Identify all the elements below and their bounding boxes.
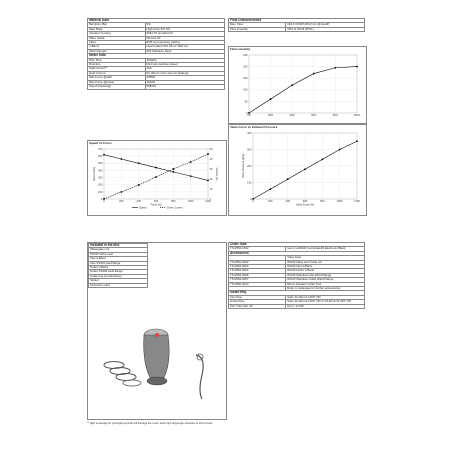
y-tick-label: 200	[243, 65, 248, 69]
accessory-value: WG40 Stainless Inlet Weld Flange	[286, 273, 365, 277]
data-point	[172, 171, 174, 173]
x-tick-label: 400	[136, 200, 141, 204]
data-point	[103, 154, 105, 156]
material-label: Valve Guide	[88, 36, 146, 40]
data-point	[121, 191, 123, 193]
y2-axis-label: Current (A)	[215, 167, 218, 181]
data-point	[207, 180, 209, 182]
data-point	[252, 198, 254, 200]
motor-row	[88, 85, 225, 89]
x-tick-label: 200	[119, 200, 124, 204]
y2-tick-label: 20	[209, 177, 213, 181]
accessory-label: TS-0550-3013	[229, 282, 286, 286]
footnote: ** High amperage for prolonged periods will damage the motor, keep high amperage operation to short bursts.	[87, 422, 214, 425]
y2-tick-label: 10	[209, 187, 213, 191]
motor-label: Hold Current	[88, 71, 146, 75]
install-value: Suits 42.16mm/1.660" OD	[286, 295, 365, 299]
install-value: Suits 42.16mm/1.660" OD or 33.40mm/1.315" OD	[286, 300, 365, 304]
y-tick-label: 0	[246, 111, 248, 115]
install-label: Port Tube Min. ID	[229, 304, 286, 308]
material-value: EV8 w/ proprietary plating	[145, 41, 224, 45]
material-value: Heat treated 431 SS w/ 18-8 nut	[145, 45, 224, 49]
data-point	[356, 66, 358, 68]
order-label: TS-0552-1502	[229, 247, 286, 251]
accessory-label: TS-0552-3006	[229, 273, 286, 277]
material-label: Actuator housing	[88, 32, 146, 36]
y-tick-label: 50	[244, 100, 248, 104]
box-item-label: Collar tool (mortar/slave)	[89, 274, 148, 278]
data-point	[138, 162, 140, 164]
motor-value: Red wire positive closed	[145, 63, 224, 67]
box-item	[89, 283, 148, 287]
motor-label: Stall Current**	[88, 67, 146, 71]
box-item-label: Inlet SS304 weld flange	[89, 261, 148, 265]
x-axis-label: Valve Force (N)	[296, 203, 314, 207]
y-tick-label: 300	[98, 176, 103, 180]
flow-label: Max. Flow	[229, 23, 286, 27]
y-tick-label: 400	[247, 131, 252, 135]
accessory-label: TS-0552-3002	[229, 260, 286, 264]
box-header: Included in the Box	[89, 244, 148, 248]
data-point	[155, 167, 157, 169]
data-point	[155, 176, 157, 178]
material-value: 0%	[145, 23, 224, 27]
data-point	[313, 73, 315, 75]
data-point	[120, 158, 122, 160]
install-label: Inlet Pipe	[229, 295, 286, 299]
box-item-label: Wastegate unit	[89, 248, 148, 252]
flow-panel	[228, 18, 365, 32]
accessory-value: WG40 Valve and Guide set	[286, 260, 365, 264]
motor-value: 2042N	[145, 80, 224, 84]
data-point	[103, 198, 105, 200]
data-point	[321, 159, 323, 161]
x-tick-label: 800	[320, 200, 325, 204]
y-axis-label: Valve Pressure (kPa)	[242, 153, 245, 179]
v-band-clamps-image	[104, 362, 141, 387]
accessory-label: TS-0552-3003	[229, 265, 286, 269]
spec-sheet	[85, 16, 367, 434]
box-item-label: Sticker	[89, 279, 148, 283]
wastegate-body-image	[144, 329, 169, 385]
box-item-label: Inlet V-Band	[89, 257, 148, 261]
y-tick-label: 150	[243, 77, 248, 81]
x-tick-label: 600	[153, 200, 159, 204]
y2-tick-label: 30	[209, 167, 213, 171]
motor-value: 598%/s	[145, 85, 224, 89]
y2-tick-label: 0	[209, 197, 211, 201]
x-tick-label: 1000	[187, 200, 194, 204]
data-point	[291, 84, 293, 86]
motor-label: Max Force @stall	[88, 76, 146, 80]
y-tick-label: 0	[250, 197, 252, 201]
motor-label: Wire Size	[88, 58, 146, 62]
box-table	[88, 243, 148, 288]
x-tick-label: 1200	[354, 200, 360, 204]
x-axis-label: Force (N)	[150, 203, 162, 207]
data-point	[248, 112, 250, 114]
data-point	[335, 67, 337, 69]
y2-tick-label: 50	[209, 147, 213, 151]
order-header: Order Data	[229, 243, 365, 247]
y-tick-label: 100	[247, 181, 252, 185]
x-tick-label: 0	[103, 200, 105, 204]
install-row	[229, 304, 365, 308]
data-point	[138, 184, 140, 186]
material-value: Nitronic 60	[145, 36, 224, 40]
box-item-label: Outlet SS304 weld flange	[89, 270, 148, 274]
accessories-header: Accessories	[229, 251, 365, 255]
valve-force-title: Valve Force Vs Exhaust Pressure	[230, 125, 278, 129]
material-label: V-Band	[88, 45, 146, 49]
install-label: Outlet Pipe	[229, 300, 286, 304]
x-tick-label: 20%	[267, 114, 274, 118]
y-tick-label: 100	[243, 88, 248, 92]
box-item-label: Outlet V-Band	[89, 266, 148, 270]
install-value: 6mm / 0.236"	[286, 304, 365, 308]
accessory-label: TS-0552-3004	[229, 269, 286, 273]
order-panel	[228, 242, 365, 309]
box-panel	[87, 242, 227, 420]
accessory-label: TS-0552-3007	[229, 278, 286, 282]
x-tick-label: 400	[285, 200, 290, 204]
motor-label: Direction	[88, 63, 146, 67]
y-tick-label: 600	[98, 155, 103, 159]
material-value: High temp 347 SS	[145, 27, 224, 31]
material-label: Valve	[88, 41, 146, 45]
flow-header: Flow Characteristics	[229, 19, 365, 23]
motor-value: 16AWG	[145, 58, 224, 62]
y-tick-label: 400	[98, 169, 103, 173]
material-label: Weld Flanges	[88, 49, 146, 53]
accessory-value: WG40 Inlet V-Band	[286, 265, 365, 269]
flow-linearity-chart-panel	[228, 46, 367, 124]
x-tick-label: 800	[171, 200, 176, 204]
order-table	[228, 242, 365, 309]
material-motor-panel	[87, 18, 225, 90]
material-label: Main Body	[88, 27, 146, 31]
collar-tool-image	[196, 354, 203, 399]
flow-label: Flow Linearity	[229, 27, 286, 31]
y-tick-label: 300	[247, 148, 252, 152]
flow-value: 18% of full lift (87SL)	[286, 27, 365, 31]
x-tick-label: 40%	[289, 114, 295, 118]
y-tick-label: 200	[98, 183, 103, 187]
data-point	[207, 153, 209, 155]
speed-force-chart	[88, 145, 226, 215]
x-tick-label: 200	[268, 200, 273, 204]
material-label: Beryllium (Be)	[88, 23, 146, 27]
accessory-value: Valve Seat	[286, 256, 365, 260]
x-tick-label: 60%	[311, 114, 317, 118]
motor-value: 0A (Short motor wire for braking)	[145, 71, 224, 75]
flow-linearity-chart	[229, 51, 366, 123]
y-tick-label: 500	[98, 162, 103, 166]
material-value: 6061 T6 anodized Al	[145, 32, 224, 36]
data-point	[339, 149, 341, 151]
flow-table	[228, 18, 365, 32]
y-tick-label: 100	[98, 190, 103, 194]
x-tick-label: 0%	[247, 114, 251, 118]
x-tick-label: 1200	[205, 200, 211, 204]
x-tick-label: 0	[252, 200, 254, 204]
material-header: Material Data	[88, 19, 225, 23]
speed-force-chart-panel	[87, 140, 227, 216]
x-tick-label: 1000	[336, 200, 343, 204]
flow-linearity-title: Flow Linearity	[230, 47, 251, 51]
x-tick-label: 100%	[353, 114, 361, 118]
motor-value: 40A	[145, 67, 224, 71]
accessory-value: WG40 Outlet V-Band	[286, 269, 365, 273]
y-tick-label: 700	[98, 147, 103, 151]
valve-force-chart-panel	[228, 124, 367, 216]
legend-label: Drive Current	[167, 206, 183, 210]
legend-label: Speed	[139, 206, 147, 210]
y2-tick-label: 40	[209, 157, 213, 161]
speed-force-title: Speed Vs Force	[89, 141, 112, 145]
valve-force-chart	[229, 129, 366, 215]
install-header: Install Req.	[229, 291, 365, 295]
y-tick-label: 250	[243, 53, 248, 57]
material-value: 304 Stainless Steel	[145, 49, 224, 53]
box-item-label: Instruction card	[89, 283, 148, 287]
data-point	[190, 161, 192, 163]
y-tick-label: 0	[101, 197, 103, 201]
y-tick-label: 200	[247, 164, 252, 168]
wastegate-illustration	[88, 295, 226, 415]
accessory-value: WG40 Stainless Outlet Weld Flange	[286, 278, 365, 282]
data-point	[270, 98, 272, 100]
flow-row	[229, 27, 365, 31]
data-point	[287, 178, 289, 180]
data-point	[304, 168, 306, 170]
material-table	[87, 18, 225, 90]
data-point	[190, 175, 192, 177]
y-axis-label: Speed (%/s)	[93, 166, 96, 182]
data-point	[356, 140, 358, 142]
data-point	[269, 188, 271, 190]
box-item-label: SS316 Valve seat	[89, 252, 148, 256]
flow-value: 193.6 CFM/5.48m³/min @1psidP	[286, 23, 365, 27]
x-tick-label: 600	[302, 200, 308, 204]
motor-label: Max Force @power	[88, 80, 146, 84]
order-value: Gen-V eWG40 CompGate40 Electronic Black	[286, 247, 365, 251]
motor-label: Speed (Opening)	[88, 85, 146, 89]
motor-value: 4085N	[145, 76, 224, 80]
accessory-value: 54mm Actuator Collar Tool	[286, 282, 365, 286]
plot-frame	[249, 55, 357, 113]
data-point	[173, 168, 175, 170]
x-tick-label: 80%	[332, 114, 339, 118]
motor-header: Motor Data	[88, 54, 225, 58]
accessory-value: Refer to catalogue for further accessories	[286, 287, 365, 291]
